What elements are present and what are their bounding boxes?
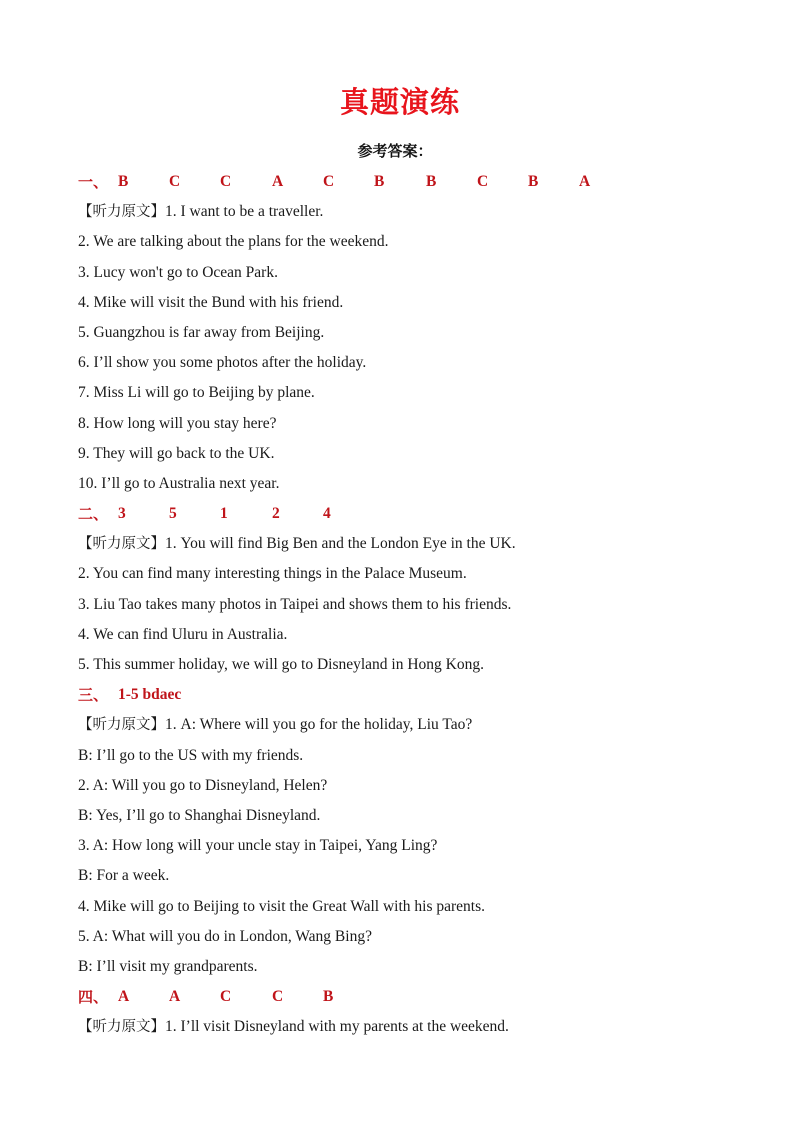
transcript-text: 10. I’ll go to Australia next year. [78,474,280,492]
transcript-text: 3. Lucy won't go to Ocean Park. [78,263,278,281]
transcript-line [78,741,778,771]
transcript-line [78,197,778,227]
answer-item: 4 [323,505,331,523]
answer-item: 2 [272,505,280,523]
transcript-tag: 【听力原文】 [78,204,165,221]
transcript-line [78,952,778,982]
answer-item: 1-5 bdaec [118,686,182,704]
transcript-line [78,1012,778,1042]
transcript-line [78,469,778,499]
transcript-text: 1. You will find Big Ben and the London Eye in the UK. [165,535,516,553]
transcript-text: 1. A: Where will you go for the holiday, Liu Tao? [165,716,473,734]
answer-item: C [272,988,284,1006]
answer-item: A [118,988,130,1006]
answer-item: C [323,173,335,190]
answer-content [78,167,778,1042]
transcript-text: 2. You can find many interesting things in the Palace Museum. [78,565,467,583]
transcript-text: B: I’ll go to the US with my friends. [78,746,304,764]
page-title: 真题演练 [339,85,460,119]
answer-item: 5 [169,505,177,523]
answer-item: B [118,173,129,190]
transcript-line [78,227,778,257]
transcript-line [78,318,778,348]
transcript-text: 9. They will go back to the UK. [78,444,275,462]
transcript-line [78,650,778,680]
answer-item: B [374,173,385,190]
transcript-text: 3. Liu Tao takes many photos in Taipei and shows them to his friends. [78,595,512,613]
transcript-text: 7. Miss Li will go to Beijing by plane. [78,384,315,402]
transcript-line [78,771,778,801]
answer-key-heading: 参考答案： [357,142,433,160]
section-answer-row [78,499,778,529]
answer-item: B [426,173,437,190]
transcript-text: 5. Guangzhou is far away from Beijing. [78,323,325,341]
transcript-line [78,831,778,861]
answer-item: B [528,173,539,190]
transcript-line [78,892,778,922]
transcript-line [78,559,778,589]
transcript-text: 5. This summer holiday, we will go to Disneyland in Hong Kong. [78,656,484,673]
transcript-text: 4. Mike will visit the Bund with his friend. [78,293,344,311]
section-number: 三、 [78,686,109,705]
transcript-line [78,710,778,740]
section-number: 四、 [78,988,109,1007]
section-number: 一、 [78,173,109,191]
transcript-line [78,378,778,408]
transcript-line [78,348,778,378]
transcript-line [78,288,778,318]
transcript-text: B: I’ll visit my grandparents. [78,957,258,975]
section-answer-row [78,167,778,197]
answer-item: C [220,173,232,190]
section-answer-row [78,982,778,1012]
transcript-text: 1. I’ll visit Disneyland with my parents at the weekend. [165,1018,509,1036]
transcript-line [78,620,778,650]
section-number: 二、 [78,505,109,524]
answer-item: 3 [118,505,126,523]
answer-item: A [272,173,284,190]
transcript-text: 4. We can find Uluru in Australia. [78,625,288,643]
transcript-line [78,861,778,891]
transcript-text: 5. A: What will you do in London, Wang Bing? [78,927,372,945]
transcript-line [78,409,778,439]
section-answer-row [78,680,778,710]
transcript-line [78,801,778,831]
answer-item: C [169,173,181,190]
answer-item: B [323,988,334,1006]
transcript-text: B: For a week. [78,867,170,885]
transcript-text: 1. I want to be a traveller. [165,203,324,221]
transcript-tag: 【听力原文】 [78,1019,165,1036]
transcript-line [78,590,778,620]
transcript-text: 2. We are talking about the plans for the weekend. [78,233,389,251]
transcript-text: 8. How long will you stay here? [78,414,277,432]
transcript-line [78,529,778,559]
transcript-line [78,439,778,469]
transcript-text: 6. I’ll show you some photos after the holiday. [78,354,367,372]
transcript-tag: 【听力原文】 [78,536,165,553]
answer-item: C [220,988,232,1006]
transcript-text: 2. A: Will you go to Disneyland, Helen? [78,776,328,794]
transcript-text: 4. Mike will go to Beijing to visit the Great Wall with his parents. [78,897,486,915]
transcript-text: B: Yes, I’ll go to Shanghai Disneyland. [78,806,321,824]
transcript-line [78,258,778,288]
answer-item: C [477,173,489,190]
transcript-text: 3. A: How long will your uncle stay in Taipei, Yang Ling? [78,837,438,855]
transcript-tag: 【听力原文】 [78,717,165,734]
transcript-line [78,922,778,952]
answer-item: 1 [220,505,228,523]
answer-item: A [579,173,591,190]
answer-item: A [169,988,181,1006]
